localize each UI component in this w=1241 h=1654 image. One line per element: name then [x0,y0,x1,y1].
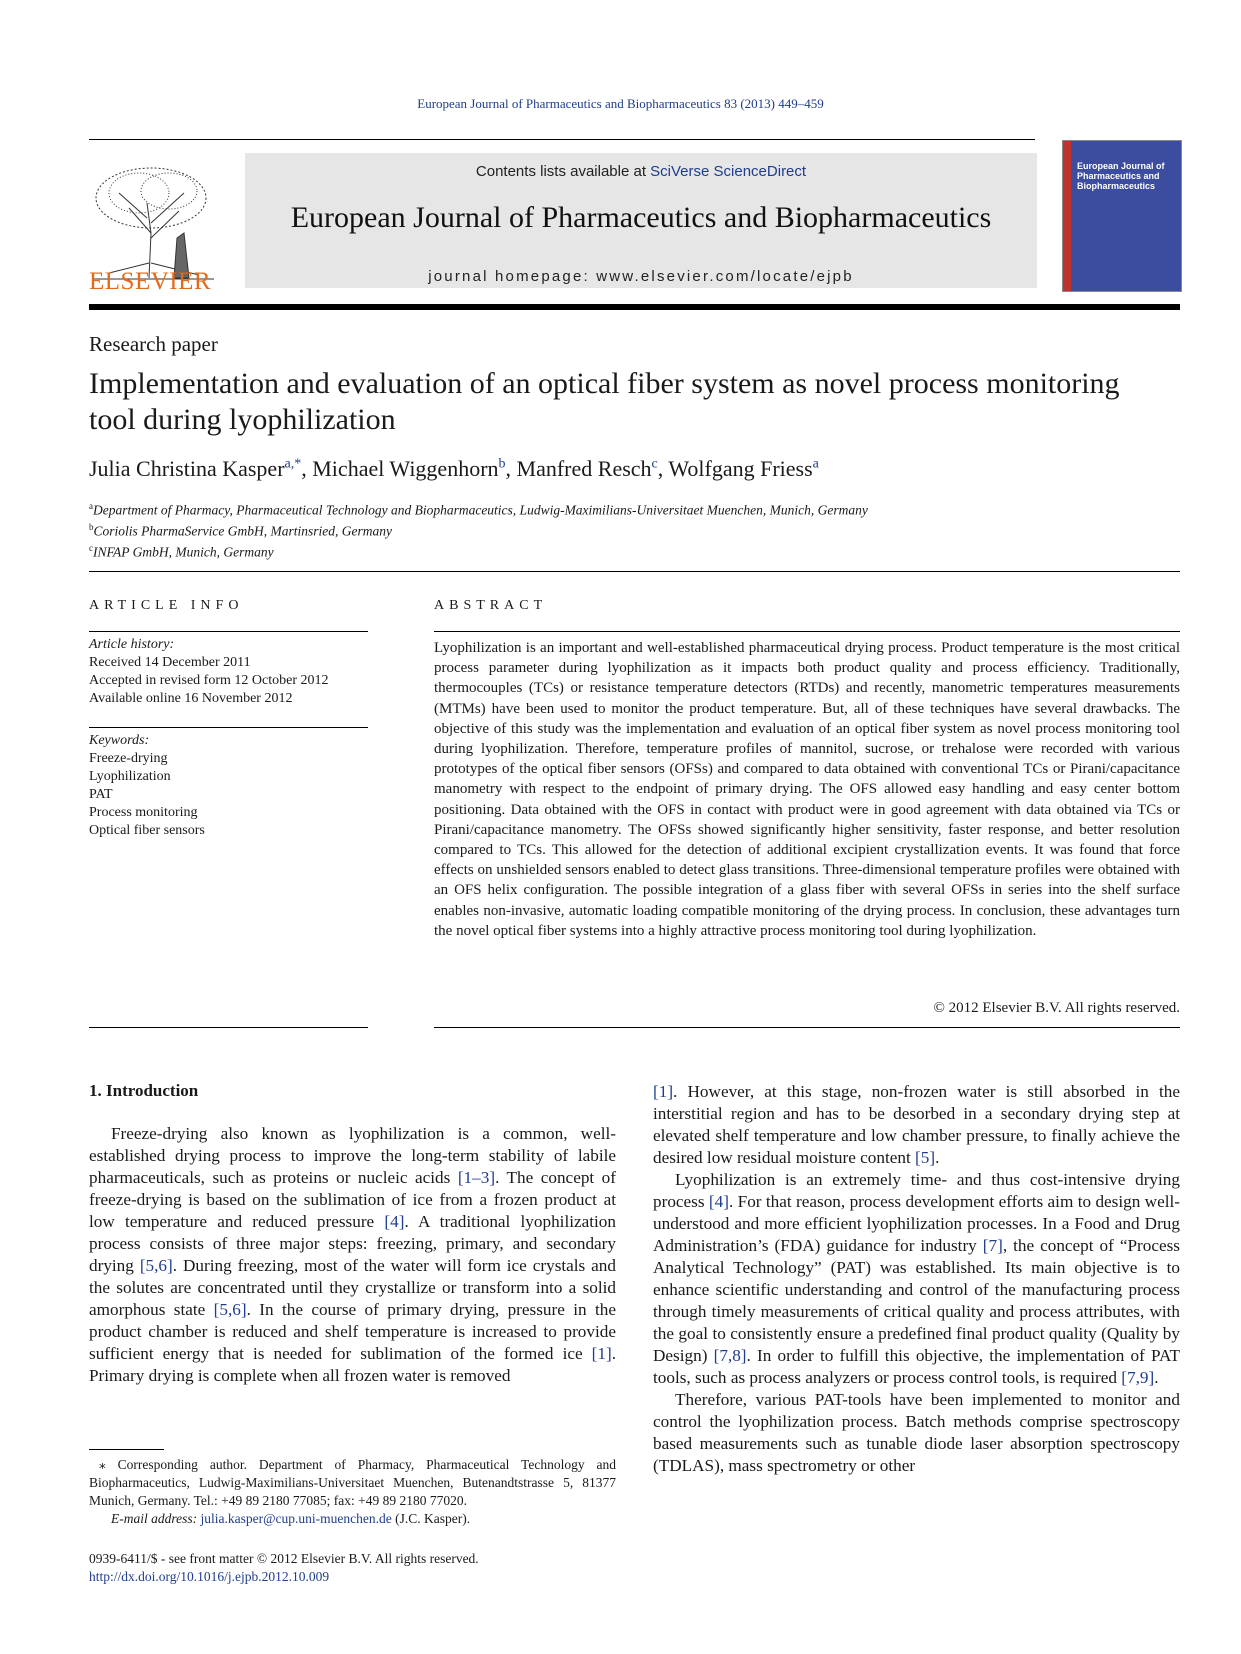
journal-header-box [245,153,1037,288]
affil-marker: b [89,522,94,532]
keywords-rule [89,727,368,728]
elsevier-wordmark: ELSEVIER [89,268,212,295]
citation-link[interactable]: [7,8] [713,1346,747,1365]
intro-right-column [653,1081,1180,1477]
citation-link[interactable]: [7,9] [1121,1368,1155,1387]
received-date: Received 14 December 2011 [89,655,251,670]
email-link[interactable]: julia.kasper@cup.uni-muenchen.de [200,1511,392,1526]
citation-link[interactable]: [5] [915,1148,936,1167]
abstract-rule [434,631,1180,632]
paragraph-text: Therefore, various PAT-tools have been implemented to monitor and control the lyophilization process. Batch methods comprise spectroscopy based measurements such as tunable diode laser absorption spectroscopy (TDLAS), mass spectrometry or other [653,1390,1180,1475]
citation-link[interactable]: [1] [591,1344,612,1363]
issn-text: 0939-6411/$ - see front matter © 2012 Elsevier B.V. All rights reserved. [89,1551,479,1566]
citation-link[interactable]: [4] [708,1192,729,1211]
author-affil-marker[interactable]: c [651,456,658,472]
email-label: E-mail address: [111,1511,201,1526]
paragraph-text: , the concept of “Process Analytical Technology” (PAT) was established. Its main objective is to enhance scientific understanding and control of the manufacturing process through timely measurements of critical quality and process attributes, with the goal to consistently ensure a predefined final product quality (Quality by Design) [653,1236,1180,1365]
author-affil-marker[interactable]: a [812,456,819,472]
section-rule [89,571,1180,572]
abstract-copyright: © 2012 Elsevier B.V. All rights reserved. [933,1000,1180,1016]
abstract-heading: ABSTRACT [434,598,548,613]
journal-title: European Journal of Pharmaceutics and Biopharmaceutics [290,201,992,234]
sciencedirect-link[interactable]: SciVerse ScienceDirect [650,163,807,180]
affiliation [89,540,868,561]
cover-accent-stripe [1063,141,1071,291]
paper-type: Research paper [89,332,218,356]
keyword: Freeze-drying [89,751,168,766]
online-date: Available online 16 November 2012 [89,691,293,706]
intro-paragraph [653,1169,1180,1389]
abstract-text: Lyophilization is an important and well-established pharmaceutical drying process. Product temperature is the most critical process parameter during lyophilization as it impacts both product quality and process efficiency. Traditionally, thermocouples (TCs) or resistance temperature detectors (RTDs) and recently, manometric temperatures measurements (MTMs) have been used to monitor the product temperature. But, all of these techniques have several drawbacks. The objective of this study was the implementation and evaluation of an optical fiber system as novel process monitoring tool during lyophilization. Therefore, temperature profiles of mannitol, sucrose, or trehalose were recorded with various prototypes of the optical fiber sensors (OFSs) and compared to data obtained with conventional TCs or Pirani/capacitance manometry with respect to the endpoint of primary drying. The OFS allowed easy handling and easy center bottom positioning. Data obtained with the OFS in contact with product were in good agreement with data obtained via TCs or Pirani/capacitance manometry. The OFSs showed significantly higher sensitivity, faster response, and better resolution compared to TCs. This allowed for the detection of additional excipient crystallization events. It was found that force effects on unshielded sensors enabled to detect glass transitions. Three-dimensional temperature profiles were obtained with an OFS helix configuration. The possible integration of a glass fiber with several OFSs in series into the shelf surface enables non-invasive, automatic loading compatible monitoring of the drying process. In conclusion, these advantages turn the novel optical fiber systems into a highly attractive process monitoring tool during lyophilization. [434,640,1180,939]
citation-link[interactable]: [1] [653,1082,674,1101]
footnote-marker: ⁎ [99,1457,106,1472]
article-info-heading: ARTICLE INFO [89,598,244,613]
keyword: Process monitoring [89,805,198,820]
intro-left-column [89,1123,616,1387]
author-list: Julia Christina Kasper$^{a,*}$, Michael Wiggenhorn$^b$, Manfred Resch$^c$, Wolfgang Friess$^a$ [89,456,819,481]
citation-link[interactable]: [1–3] [457,1168,496,1187]
affil-text: INFAP GmbH, Munich, Germany [93,544,274,560]
paragraph-text: Lyophilization is an extremely time- and thus cost-intensive drying process [653,1170,1180,1211]
intro-paragraph [89,1123,616,1387]
journal-cover-image [1062,140,1182,292]
paragraph-text: . Primary drying is complete when all frozen water is removed [89,1344,616,1385]
intro-paragraph [653,1389,1180,1477]
footnote-rule [89,1449,164,1450]
journal-citation[interactable]: European Journal of Pharmaceutics and Biopharmaceutics 83 (2013) 449–459 [417,96,824,111]
citation-link[interactable]: [5,6] [139,1256,173,1275]
cover-title: European Journal of Pharmaceutics and Biopharmaceutics [1077,161,1165,191]
history-label: Article history: [89,637,175,652]
article-info-bottom-rule [89,1027,368,1028]
affiliations [89,498,868,561]
intro-paragraph [653,1081,1180,1169]
journal-homepage[interactable]: journal homepage: www.elsevier.com/locate/ejpb [428,268,854,285]
affil-text: Department of Pharmacy, Pharmaceutical Technology and Biopharmaceutics, Ludwig-Maximilians-Universitaet Muenchen, Munich, Germany [93,502,868,518]
article-history [89,636,368,708]
header-top-rule [89,139,1035,140]
keyword: Lyophilization [89,769,171,784]
keywords [89,732,368,840]
author-name[interactable]: Wolfgang Friess [668,456,813,481]
article-info-rule [89,631,368,632]
paragraph-text: . [1154,1368,1159,1387]
author-name[interactable]: Michael Wiggenhorn [312,456,499,481]
citation-link[interactable]: [4] [384,1212,405,1231]
footnote-text: Corresponding author. Department of Pharmacy, Pharmaceutical Technology and Biopharmaceutics, Ludwig-Maximilians-Universitaet Muenchen, Butenandtstrasse 5, 81377 Munich, Germany. Tel.: +49 89 2180 77085; fax: +49 89 2180 77020. [89,1457,616,1508]
affiliation [89,519,868,540]
paragraph-text: . In the course of primary drying, pressure in the product chamber is reduced and shelf temperature is increased to provide sufficient energy that is needed for sublimation of the formed ice [89,1300,616,1363]
email-suffix: (J.C. Kasper). [391,1511,471,1526]
keyword: PAT [89,787,113,802]
paragraph-text: . During freezing, most of the water will form ice crystals and the solutes are concentrated until they crystallize or transform into a solid amorphous state [89,1256,616,1319]
author-affil-marker[interactable]: a,* [284,456,302,472]
section-heading-introduction: 1. Introduction [89,1081,199,1100]
affil-marker: a [89,501,93,511]
accepted-date: Accepted in revised form 12 October 2012 [89,673,329,688]
paragraph-text: . In order to fulfill this objective, the implementation of PAT tools, such as process analyzers or process control tools, is required [653,1346,1180,1387]
keyword: Optical fiber sensors [89,823,205,838]
corresponding-author-footnote [89,1456,616,1528]
citation-link[interactable]: [5,6] [213,1300,247,1319]
paragraph-text: . The concept of freeze-drying is based on the sublimation of ice from a frozen product at low temperature and reduced pressure [89,1168,616,1231]
author-name[interactable]: Manfred Resch [516,456,652,481]
paragraph-text: . For that reason, process development efforts aim to design well-understood and more efficient lyophilization processes. In a Food and Drug Administration’s (FDA) guidance for industry [653,1192,1181,1255]
keywords-label: Keywords: [89,733,150,748]
paragraph-text: . However, at this stage, non-frozen water is still absorbed in the interstitial region and has to be desorbed in a secondary drying step at elevated shelf temperature and low chamber pressure, to finally achieve the desired low residual moisture content [653,1082,1180,1167]
paragraph-text: . A traditional lyophilization process consists of three major steps: freezing, primary, and secondary drying [89,1212,616,1275]
header-thick-rule [89,304,1180,310]
paper-title: Implementation and evaluation of an optical fiber system as novel process monitoring tool during lyophilization [89,367,1120,436]
paragraph-text: . [935,1148,940,1167]
citation-link[interactable]: [7] [982,1236,1003,1255]
affiliation [89,498,868,519]
contents-prefix: Contents lists available at [475,163,651,180]
contents-line [245,163,1037,180]
doi-link[interactable]: http://dx.doi.org/10.1016/j.ejpb.2012.10.009 [89,1569,330,1584]
issn-line [89,1550,479,1586]
affil-marker: c [89,543,93,553]
abstract-bottom-rule [434,1027,1180,1028]
author-name[interactable]: Julia Christina Kasper [89,456,285,481]
paragraph-text: Freeze-drying also known as lyophilization is a common, well-established drying process to improve the long-term stability of labile pharmaceuticals, such as proteins or nucleic acids [89,1124,616,1187]
author-affil-marker[interactable]: b [498,456,506,472]
affil-text: Coriolis PharmaService GmbH, Martinsried, Germany [93,523,392,539]
